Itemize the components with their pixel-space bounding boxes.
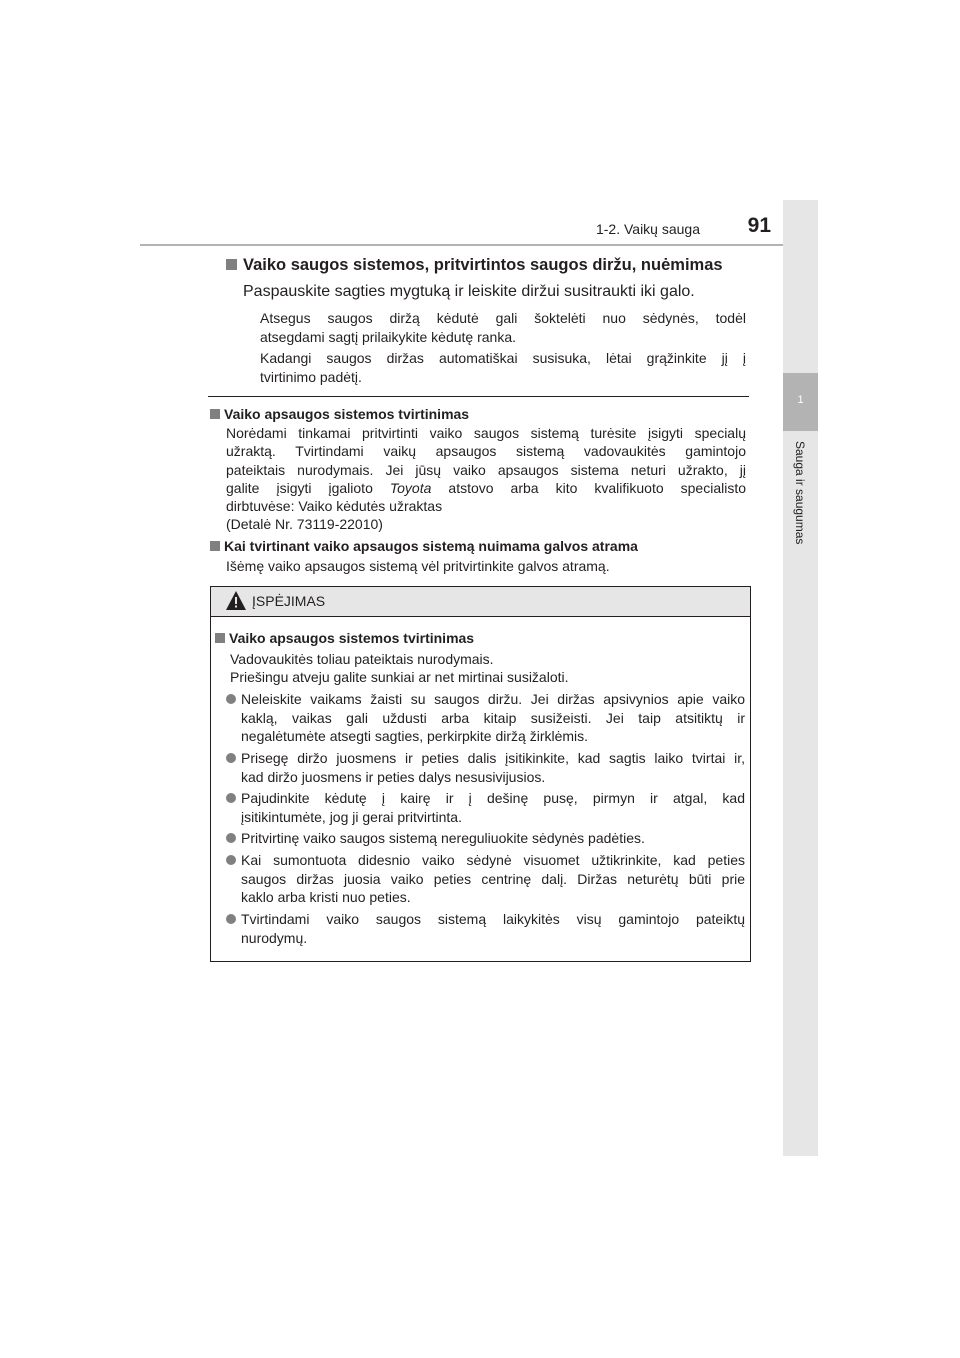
header-rule xyxy=(140,244,818,246)
chapter-tab-band xyxy=(783,200,818,1156)
warning-heading-text: Vaiko apsaugos sistemos tvirtinimas xyxy=(229,630,475,646)
removal-heading xyxy=(226,256,723,275)
bullet-dot-icon xyxy=(226,914,236,924)
warning-bullet: Prisegę diržo juosmens ir peties dalis įsitikinkite, kad sagtis laiko tvirtai ir, kad diržo juosmens ir peties dalys nesusivijusios. xyxy=(226,749,745,786)
removal-step: Paspauskite sagties mygtuką ir leiskite diržui susitraukti iki galo. xyxy=(243,283,695,300)
removal-note-2: Kadangi saugos diržas automatiškai susisuka, lėtai grąžinkite jį į tvirtinimo padėtį. xyxy=(260,350,746,385)
headrest-text: Išėmę vaiko apsaugos sistemą vėl pritvirtinkite galvos atramą. xyxy=(226,558,610,574)
warning-triangle-icon xyxy=(225,590,247,611)
warning-bullet: Kai sumontuota didesnio vaiko sėdynė visuomet užtikrinkite, kad peties saugos diržas juosia vaiko peties centrinę dalį. Diržas neturėtų būti prie kaklo arba kristi nuo peties. xyxy=(226,851,745,907)
chapter-number: 1 xyxy=(797,394,804,406)
removal-heading-text: Vaiko saugos sistemos, pritvirtintos saugos diržu, nuėmimas xyxy=(243,256,723,274)
brand-name: Toyota xyxy=(389,479,432,496)
warning-bullet: Neleiskite vaikams žaisti su saugos diržu. Jei diržas apsivynios apie vaiko kaklą, vaikas gali uždusti arba kitaip susižeisti. Jei taip atsitiktų ir negalėtumėte atsegti sagties, perkirpkite diržą žirklėmis. xyxy=(226,690,745,746)
bullet-dot-icon xyxy=(226,753,236,763)
square-bullet-icon xyxy=(210,541,220,551)
running-header-section: 1-2. Vaikų sauga xyxy=(595,221,700,237)
square-bullet-icon xyxy=(210,409,220,419)
page-number: 91 xyxy=(747,214,771,237)
mounting-paragraph: Norėdami tinkamai pritvirtinti vaiko saugos sistemą turėsite įsigyti specialų užraktą. Tvirtindami vaikų apsaugos sistemą vadovaukitės gamintojo pateiktais nurodymais. Jei jūsų vaiko apsaugos sistema neturi užrakto, jį galite įsigyti įgalioto Toyota atstovo arba kito kvalifikuoto specialisto dirbtuvėse: Vaiko kėdutės užraktas (Detalė Nr. 73119-22010) xyxy=(226,425,747,533)
warning-bullet: Pritvirtinę vaiko saugos sistemą nereguliuokite sėdynės padėties. xyxy=(226,829,745,848)
mounting-heading-text: Vaiko apsaugos sistemos tvirtinimas xyxy=(224,406,470,422)
mounting-heading xyxy=(210,406,469,422)
warning-bullet: Pajudinkite kėdutę į kairę ir į dešinę pusę, pirmyn ir atgal, kad įsitikintumėte, jog ji gerai pritvirtinta. xyxy=(226,789,745,826)
chapter-title: Sauga ir saugumas xyxy=(793,441,807,545)
section-separator xyxy=(208,396,749,397)
square-bullet-icon xyxy=(215,633,225,643)
bullet-dot-icon xyxy=(226,793,236,803)
mounting-line-brand: galite įsigyti įgalioto Toyota atstovo arba kito kvalifikuoto specialisto xyxy=(226,479,747,496)
warning-bullet: Tvirtindami vaiko saugos sistemą laikykitės visų gamintojo pateiktų nurodymų. xyxy=(226,910,745,947)
warning-heading xyxy=(215,630,474,646)
bullet-dot-icon xyxy=(226,833,236,843)
warning-intro: Vadovaukitės toliau pateiktais nurodymais. Priešingu atveju galite sunkiai ar net mirtinai susižaloti. xyxy=(230,651,569,685)
bullet-dot-icon xyxy=(226,694,236,704)
warning-box xyxy=(210,586,751,962)
warning-title: ĮSPĖJIMAS xyxy=(252,593,326,609)
headrest-heading-text: Kai tvirtinant vaiko apsaugos sistemą nuimama galvos atrama xyxy=(224,538,638,554)
bullet-dot-icon xyxy=(226,855,236,865)
warning-header xyxy=(211,587,750,617)
removal-note-1: Atsegus saugos diržą kėdutė gali šoktelėti nuo sėdynės, todėl atsegdami sagtį prilaikykite kėdutę ranka. xyxy=(260,310,746,345)
headrest-heading xyxy=(210,538,638,554)
square-bullet-icon xyxy=(226,259,237,270)
